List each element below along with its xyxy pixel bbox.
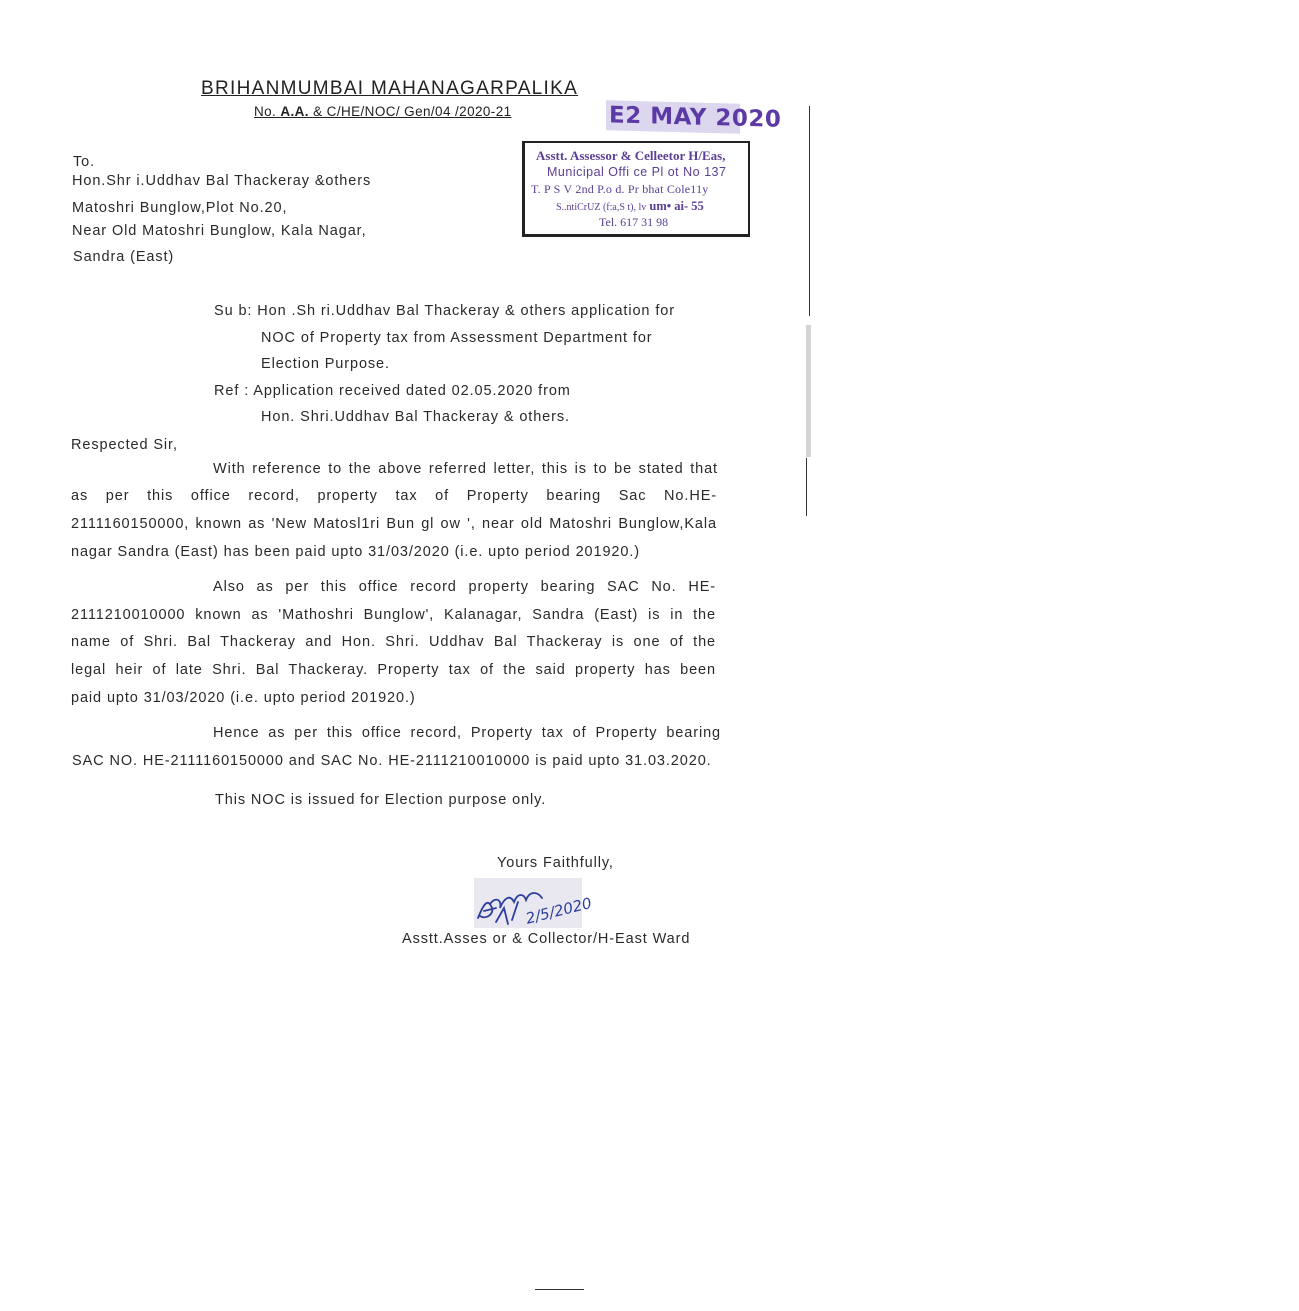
address-to: To. — [73, 154, 96, 170]
ref-bold: A.A. — [280, 104, 309, 119]
reference-line: Ref : Application received dated 02.05.2020 from — [214, 383, 571, 399]
office-stamp-line1: Asstt. Assessor & Celleetor H/Eas, — [536, 148, 726, 163]
signature-date: 2/5/2020 — [523, 893, 594, 928]
subject-line: Su b: Hon .Sh ri.Uddhav Bal Thackeray & others application for — [214, 303, 675, 319]
reference-number — [254, 104, 512, 119]
body-line: Also as per this office record property bearing SAC No. HE- — [213, 579, 716, 595]
office-stamp-line4a: S..ntiCrUZ (f:a,S t), lv — [556, 202, 647, 213]
closing-designation: Asstt.Asses or & Collector/H-East Ward — [402, 931, 691, 947]
date-stamp-text: 2 MAY 2020 — [625, 102, 782, 133]
body-line: 2111210010000 known as 'Mathoshri Bunglow', Kalanagar, Sandra (East) is in the — [71, 607, 716, 623]
address-line: Sandra (East) — [73, 249, 175, 265]
salutation: Respected Sir, — [71, 437, 178, 453]
address-line: Near Old Matoshri Bunglow, Kala Nagar, — [72, 223, 367, 239]
body-line: nagar Sandra (East) has been paid upto 31/03/2020 (i.e. upto period 201920.) — [71, 544, 641, 560]
page-title: BRIHANMUMBAI MAHANAGARPALIKA — [201, 78, 579, 99]
body-line: as per this office record, property tax of Property bearing Sac No.HE- — [71, 488, 717, 504]
footer-rule — [535, 1289, 584, 1290]
date-stamp — [606, 100, 782, 134]
office-stamp-line4 — [556, 199, 704, 214]
office-stamp-line5: Tel. 617 31 98 — [599, 215, 669, 229]
address-line: Hon.Shr i.Uddhav Bal Thackeray &others — [72, 173, 372, 189]
subject-line: NOC of Property tax from Assessment Department for — [261, 330, 653, 346]
subject-line: Election Purpose. — [261, 356, 390, 372]
date-stamp-glyph: E — [609, 102, 626, 129]
signature-scribble — [474, 878, 594, 928]
body-line: name of Shri. Bal Thackeray and Hon. Shri. Uddhav Bal Thackeray is one of the — [71, 634, 716, 650]
signature — [474, 878, 594, 928]
body-line: Hence as per this office record, Property tax of Property bearing — [213, 725, 721, 741]
office-stamp-line2: Municipal Offi ce Pl ot No 137 — [547, 165, 727, 179]
office-stamp — [522, 141, 750, 237]
margin-line-top — [809, 106, 810, 316]
body-line: paid upto 31/03/2020 (i.e. upto period 201920.) — [71, 690, 416, 706]
body-line: This NOC is issued for Election purpose only. — [215, 792, 547, 808]
margin-line-bottom — [806, 458, 807, 516]
body-line: 2111160150000, known as 'New Matosl1ri Bun gl ow ', near old Matoshri Bunglow,Kala — [71, 516, 717, 532]
margin-shade — [806, 325, 811, 457]
body-line: With reference to the above referred letter, this is to be stated that — [213, 461, 718, 477]
body-line: SAC NO. HE-2111160150000 and SAC No. HE-2111210010000 is paid upto 31.03.2020. — [72, 753, 712, 769]
body-line: legal heir of late Shri. Bal Thackeray. Property tax of the said property has been — [71, 662, 716, 678]
office-stamp-line4b: um• ai- 55 — [646, 199, 704, 213]
ref-prefix: No. — [254, 104, 281, 119]
ref-suffix: & C/HE/NOC/ Gen/04 /2020-21 — [308, 104, 512, 119]
address-line: Matoshri Bunglow,Plot No.20, — [72, 200, 288, 216]
office-stamp-line3: T. P S V 2nd P.o d. Pr bhat Cole11y — [531, 182, 709, 196]
closing-yours: Yours Faithfully, — [497, 855, 614, 871]
reference-line: Hon. Shri.Uddhav Bal Thackeray & others. — [261, 409, 570, 425]
